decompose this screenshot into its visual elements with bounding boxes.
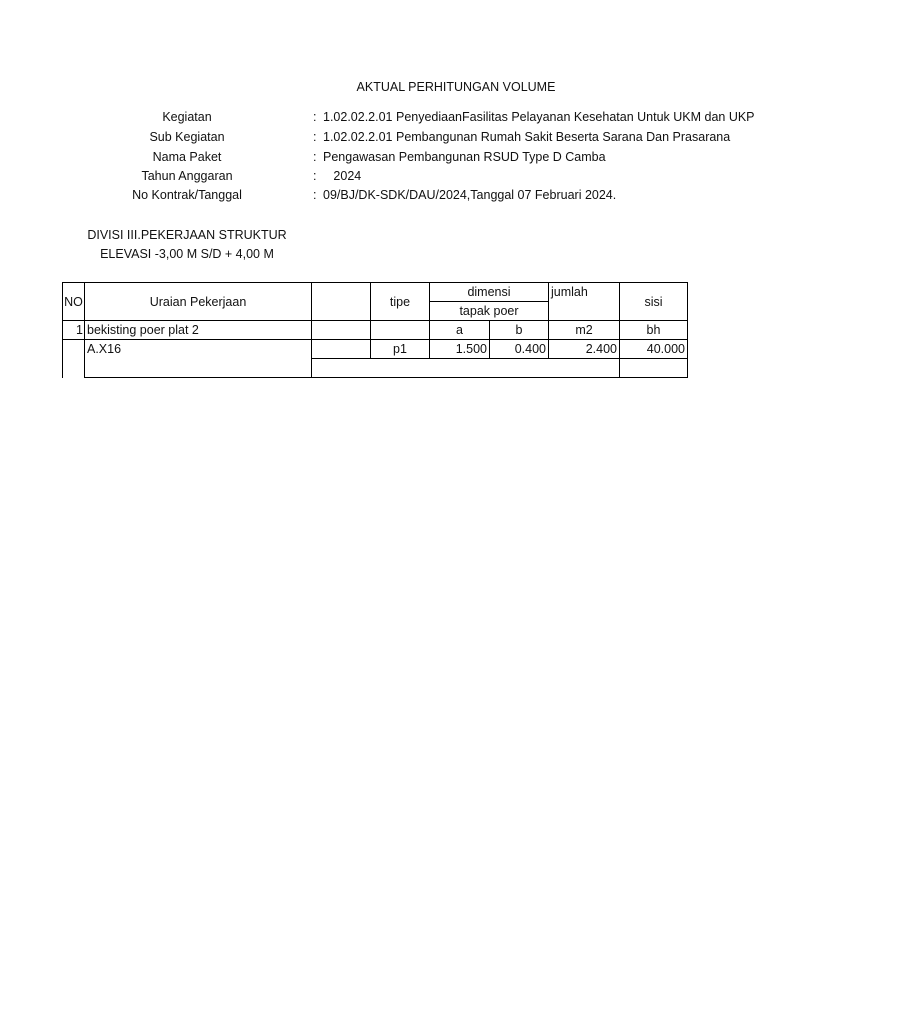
info-value-kegiatan: 1.02.02.2.01 PenyediaanFasilitas Pelayanan Kesehatan Untuk UKM dan UKP <box>323 110 755 124</box>
cell-no <box>63 359 85 378</box>
cell-no <box>63 340 85 359</box>
cell-uraian: A.X16 <box>85 340 312 359</box>
info-label-nama-paket: Nama Paket <box>152 150 222 164</box>
info-colon: : <box>313 150 317 164</box>
cell-empty <box>312 359 620 378</box>
division-title: DIVISI III.PEKERJAAN STRUKTUR <box>87 228 287 242</box>
cell-empty <box>620 359 688 378</box>
cell-m2: 2.400 <box>549 340 620 359</box>
info-value-nama-paket: Pengawasan Pembangunan RSUD Type D Camba <box>323 150 606 164</box>
cell-empty <box>371 321 430 340</box>
volume-table <box>62 282 688 378</box>
cell-empty <box>312 321 371 340</box>
info-colon: : <box>313 110 317 124</box>
info-value-tahun-anggaran: 2024 <box>323 169 362 183</box>
table-row <box>63 359 688 378</box>
table-row <box>63 340 688 359</box>
cell-bh: 40.000 <box>620 340 688 359</box>
info-value-sub-kegiatan: 1.02.02.2.01 Pembangunan Rumah Sakit Beserta Sarana Dan Prasarana <box>323 130 731 144</box>
subheader-a: a <box>430 321 490 340</box>
header-jumlah: jumlah <box>549 283 620 321</box>
header-tipe: tipe <box>371 283 430 321</box>
cell-uraian <box>85 359 312 378</box>
table-subheader-row <box>63 321 688 340</box>
header-empty <box>312 283 371 321</box>
header-dimensi: dimensi <box>430 283 549 302</box>
subheader-m2: m2 <box>549 321 620 340</box>
info-label-kegiatan: Kegiatan <box>162 110 212 124</box>
elevation-title: ELEVASI -3,00 M S/D + 4,00 M <box>100 247 274 261</box>
info-colon: : <box>313 188 317 202</box>
info-colon: : <box>313 169 317 183</box>
cell-tipe: p1 <box>371 340 430 359</box>
cell-b: 0.400 <box>490 340 549 359</box>
cell-no: 1 <box>63 321 85 340</box>
table-header-row <box>63 283 688 302</box>
header-uraian: Uraian Pekerjaan <box>85 283 312 321</box>
cell-empty <box>312 340 371 359</box>
info-label-tahun-anggaran: Tahun Anggaran <box>141 169 233 183</box>
info-label-sub-kegiatan: Sub Kegiatan <box>149 130 225 144</box>
cell-uraian: bekisting poer plat 2 <box>85 321 312 340</box>
info-value-no-kontrak: 09/BJ/DK-SDK/DAU/2024,Tanggal 07 Februari 2024. <box>323 188 617 202</box>
subheader-b: b <box>490 321 549 340</box>
page-title: AKTUAL PERHITUNGAN VOLUME <box>356 80 556 94</box>
header-no: NO <box>63 283 85 321</box>
header-tapak: tapak poer <box>430 302 549 321</box>
cell-a: 1.500 <box>430 340 490 359</box>
info-colon: : <box>313 130 317 144</box>
info-label-no-kontrak: No Kontrak/Tanggal <box>132 188 242 202</box>
header-sisi: sisi <box>620 283 688 321</box>
subheader-bh: bh <box>620 321 688 340</box>
